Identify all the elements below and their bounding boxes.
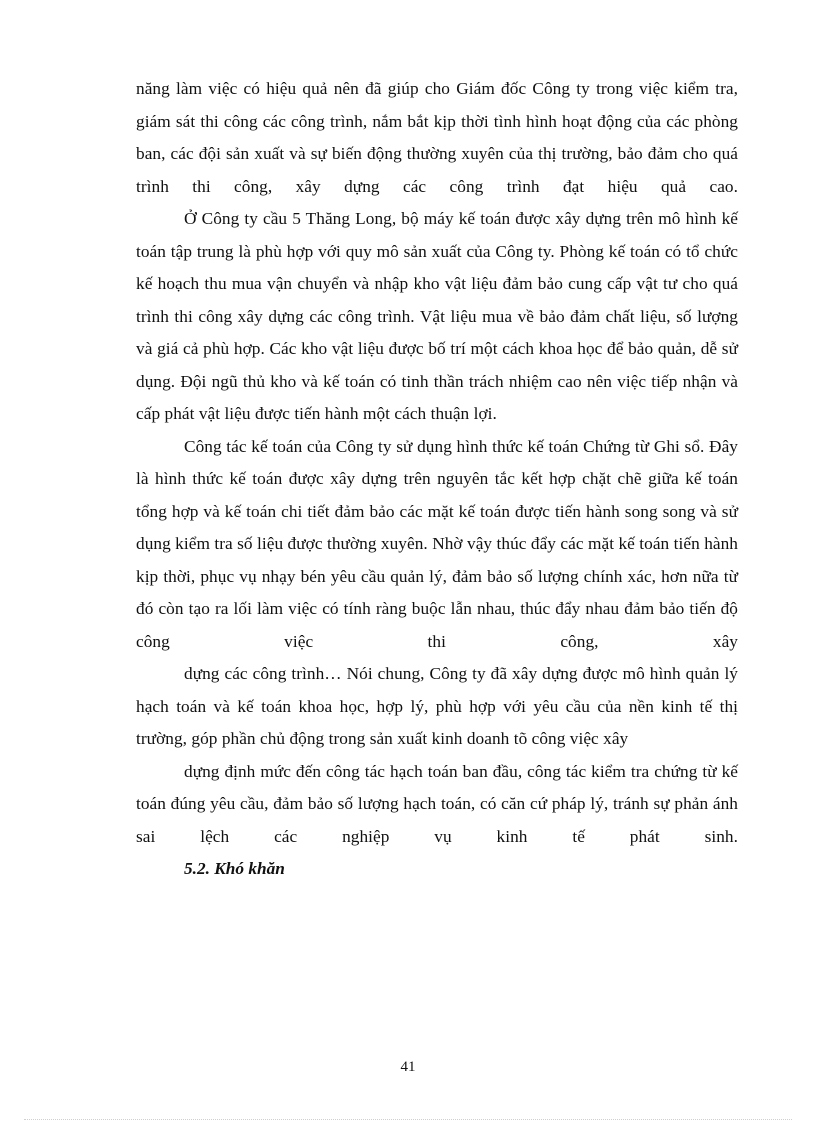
paragraph-general-assessment: dựng các công trình… Nói chung, Công ty đã xây dựng được mô hình quản lý hạch toán và kế toán khoa học, hợp lý, phù hợp với yêu cầu của nền kinh tế thị trường, góp phần chủ động trong sản xuất kinh doanh tõ công việc xây xyxy=(136,664,738,748)
paragraph-norms-and-vouchers: dựng định mức đến công tác hạch toán ban đầu, công tác kiểm tra chứng từ kế toán đúng yêu cầu, đảm bảo số lượng hạch toán, có căn cứ pháp lý, tránh sự phản ánh sai lệch các nghiệp vụ kinh tế phát sinh. xyxy=(136,761,738,846)
paragraph-accounting-method: Công tác kế toán của Công ty sử dụng hình thức kế toán Chứng từ Ghi sổ. Đây là hình thức kế toán được xây dựng trên nguyên tắc kết hợp chặt chẽ giữa kế toán tổng hợp và kế toán chi tiết đảm bảo các mặt kế toán được tiến hành song song và sử dụng kiểm tra số liệu được thường xuyên. Nhờ vậy thúc đẩy các mặt kế toán tiến hành kịp thời, phục vụ nhạy bén yêu cầu quản lý, đảm bảo số lượng chính xác, hơn nữa từ đó còn tạo ra lối làm việc có tính ràng buộc lẫn nhau, thúc đẩy nhau đảm bảo tiến độ công việc thi công, xây xyxy=(136,436,738,651)
paragraph-continuation: năng làm việc có hiệu quả nên đã giúp cho Giám đốc Công ty trong việc kiểm tra, giám sát thi công các công trình, nắm bắt kịp thời tình hình hoạt động của các phòng ban, các đội sản xuất và sự biến động thường xuyên của thị trường, bảo đảm cho quá trình thi công, xây dựng các công trình đạt hiệu quả cao. xyxy=(136,79,738,196)
paragraph-accounting-structure: Ở Công ty cầu 5 Thăng Long, bộ máy kế toán được xây dựng trên mô hình kế toán tập trung là phù hợp với quy mô sản xuất của Công ty. Phòng kế toán có tổ chức kế hoạch thu mua vận chuyển và nhập kho vật liệu đảm bảo cung cấp vật tư cho quá trình thi công xây dựng các công trình. Vật liệu mua về bảo đảm chất liệu, số lượng và giá cả phù hợp. Các kho vật liệu được bố trí một cách khoa học để bảo quản, dễ sử dụng. Đội ngũ thủ kho và kế toán có tinh thần trách nhiệm cao nên việc tiếp nhận và cấp phát vật liệu được tiến hành một cách thuận lợi. xyxy=(136,209,738,423)
page-number: 41 xyxy=(400,1059,416,1075)
footer-divider xyxy=(24,1119,792,1120)
body-text xyxy=(136,73,738,886)
section-heading: 5.2. Khó khăn xyxy=(184,859,285,878)
